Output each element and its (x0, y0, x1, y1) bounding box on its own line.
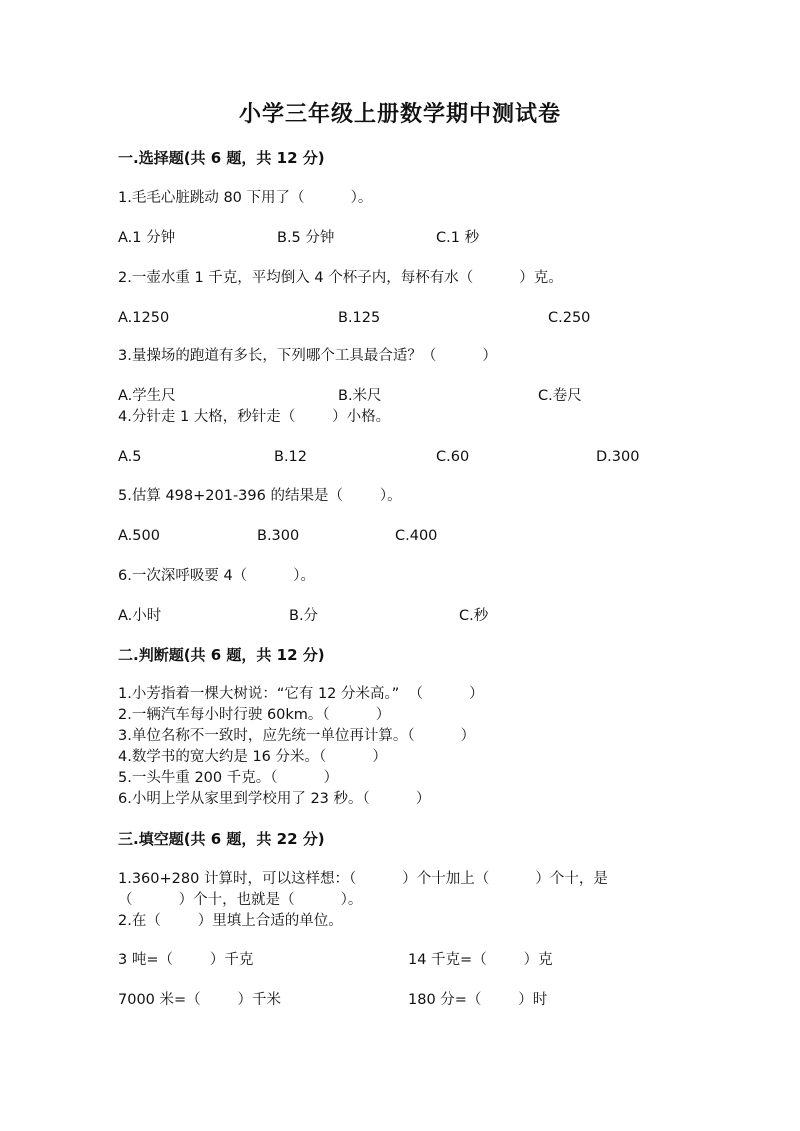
option: B.5 分钟 (277, 230, 335, 246)
option: C.250 (548, 310, 591, 326)
option: A.小时 (118, 608, 162, 624)
option: D.300 (596, 449, 640, 465)
option: B.米尺 (338, 388, 382, 404)
fill-blank: 14 千克=（ ）克 (408, 952, 553, 968)
option: C.1 秒 (436, 230, 480, 246)
option: B.分 (289, 608, 319, 624)
option: C.60 (436, 449, 470, 465)
judge-item: 6.小明上学从家里到学校用了 23 秒。（ ） (118, 791, 431, 807)
option: A.学生尺 (118, 388, 176, 404)
question-text: 4.分针走 1 大格，秒针走（ ）小格。 (118, 409, 391, 425)
question-text: 5.估算 498+201-396 的结果是（ ）。 (118, 488, 402, 504)
section-heading: 一.选择题(共 6 题，共 12 分) (118, 149, 325, 167)
fill-item: 1.360+280 计算时，可以这样想：（ ）个十加上（ ）个十，是 (118, 871, 608, 887)
judge-item: 2.一辆汽车每小时行驶 60km。（ ） (118, 707, 391, 723)
exam-title: 小学三年级上册数学期中测试卷 (238, 101, 561, 127)
option: A.1250 (118, 310, 170, 326)
option: C.400 (395, 528, 438, 544)
fill-item: （ ）个十，也就是（ ）。 (118, 892, 363, 908)
option: C.秒 (459, 608, 489, 624)
judge-item: 3.单位名称不一致时，应先统一单位再计算。（ ） (118, 728, 476, 744)
fill-blank: 3 吨=（ ）千克 (118, 952, 254, 968)
question-text: 1.毛毛心脏跳动 80 下用了（ ）。 (118, 190, 373, 206)
option: A.500 (118, 528, 160, 544)
question-text: 2.一壶水重 1 千克，平均倒入 4 个杯子内，每杯有水（ ）克。 (118, 270, 563, 286)
judge-item: 5.一头牛重 200 千克。（ ） (118, 770, 339, 786)
option: A.5 (118, 449, 142, 465)
fill-blank: 180 分=（ ）时 (408, 992, 548, 1008)
option: C.卷尺 (538, 388, 582, 404)
option: B.125 (338, 310, 381, 326)
option: B.300 (257, 528, 300, 544)
question-text: 6.一次深呼吸要 4（ ）。 (118, 568, 316, 584)
option: A.1 分钟 (118, 230, 176, 246)
question-text: 3.量操场的跑道有多长，下列哪个工具最合适？（ ） (118, 348, 497, 364)
section-heading: 二.判断题(共 6 题，共 12 分) (118, 646, 325, 664)
fill-blank: 7000 米=（ ）千米 (118, 992, 282, 1008)
fill-item: 2.在（ ）里填上合适的单位。 (118, 913, 343, 929)
option: B.12 (274, 449, 308, 465)
judge-item: 4.数学书的宽大约是 16 分米。（ ） (118, 749, 387, 765)
section-heading: 三.填空题(共 6 题，共 22 分) (118, 830, 325, 848)
judge-item: 1.小芳指着一棵大树说：“它有 12 分米高。” （ ） (118, 686, 484, 702)
